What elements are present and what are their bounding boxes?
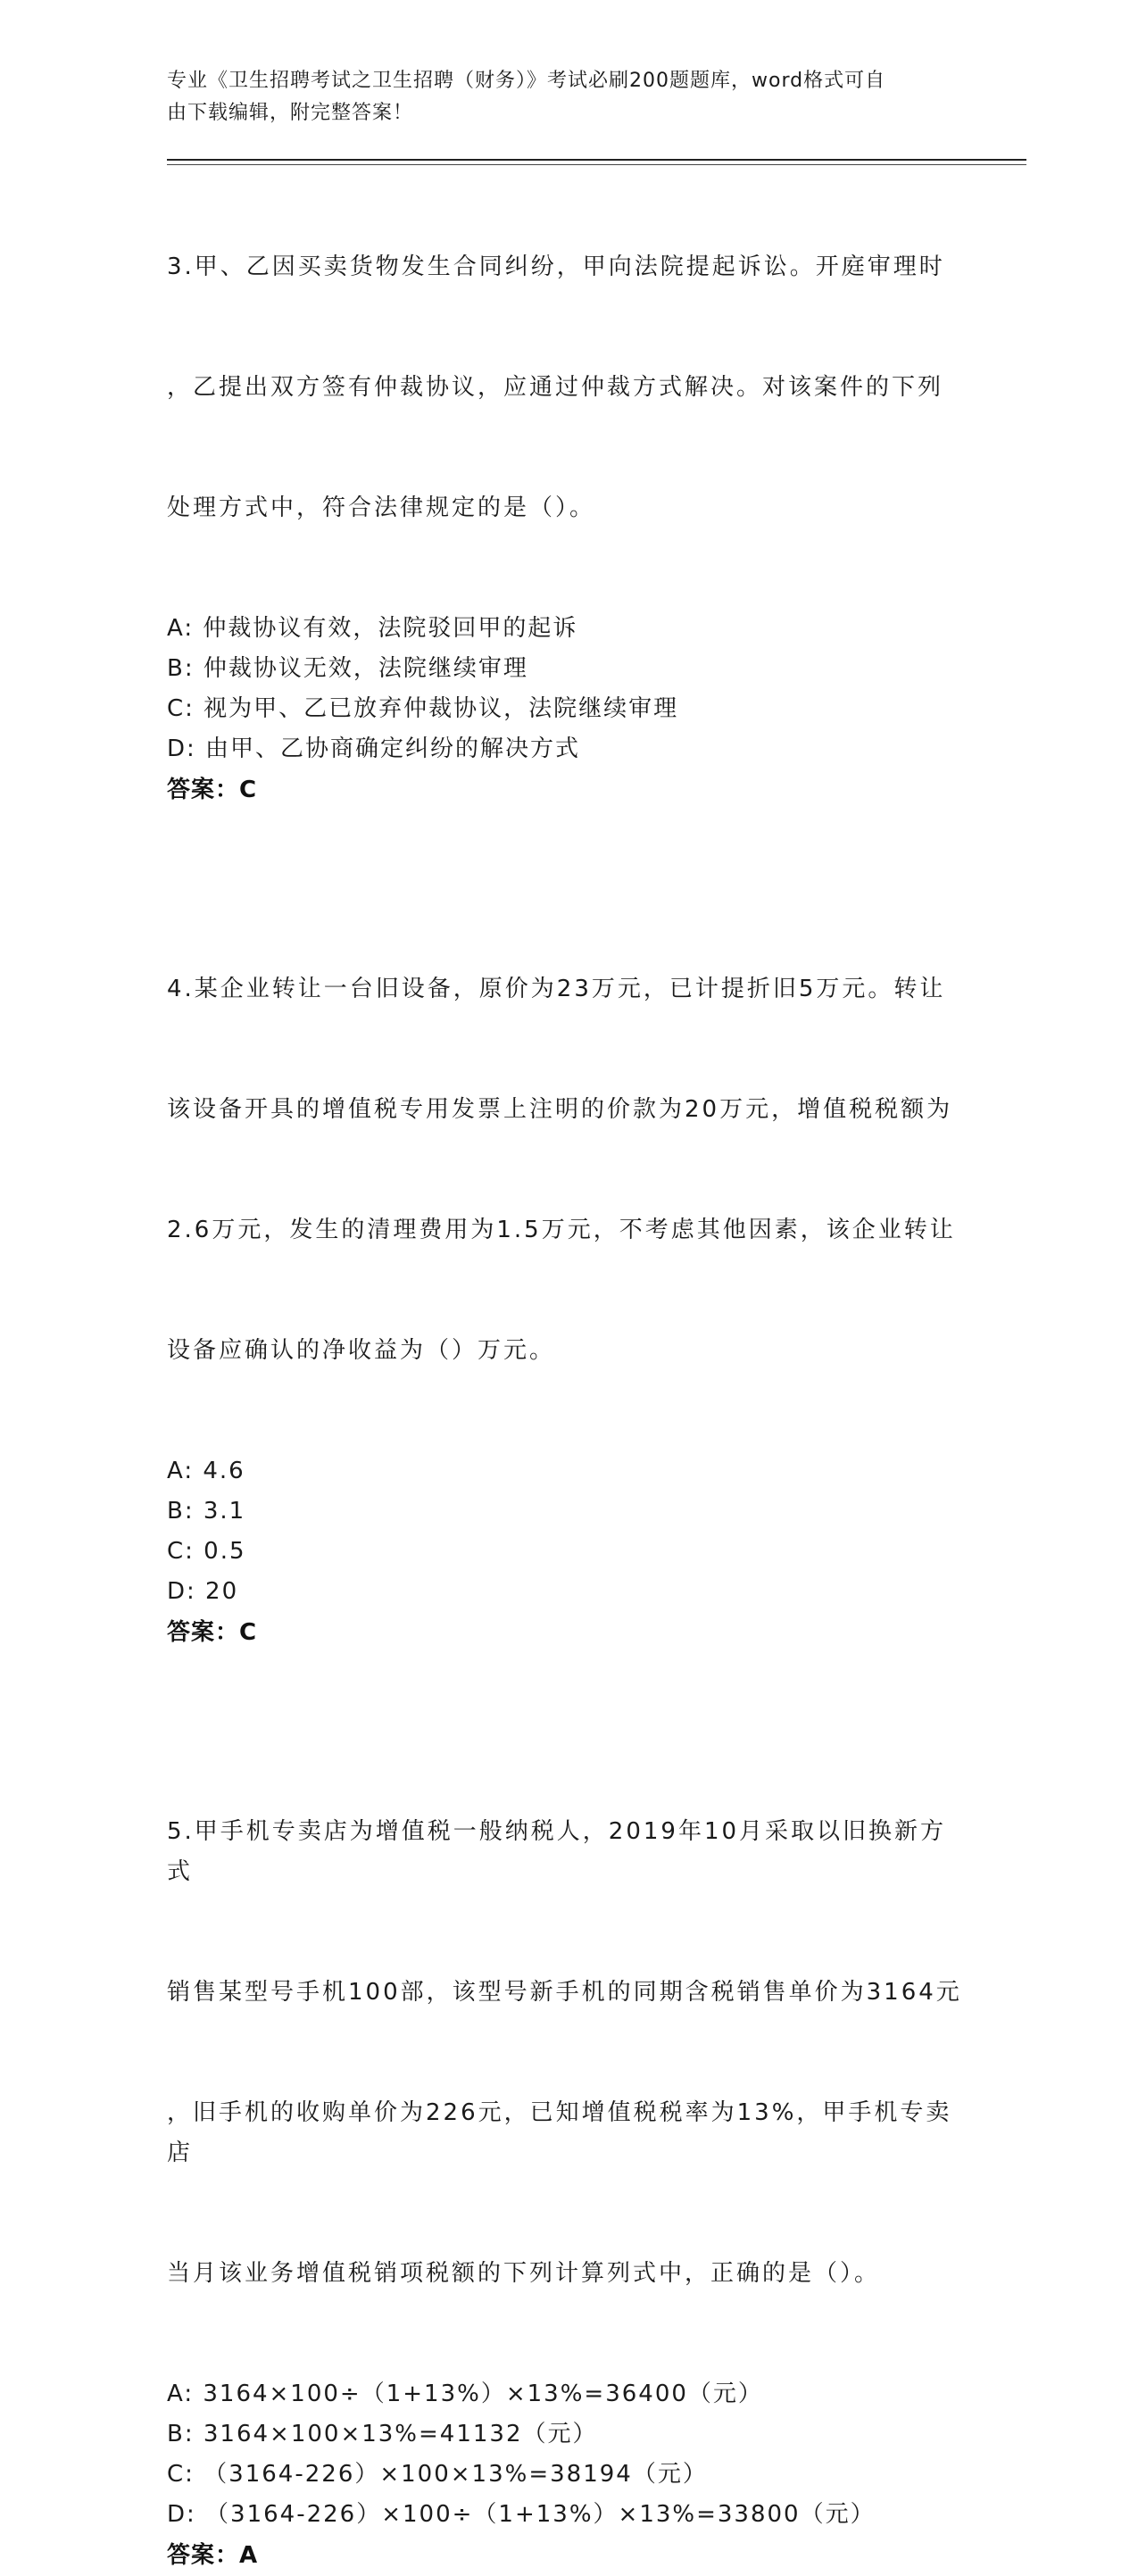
stem-line: 该设备开具的增值税专用发票上注明的价款为20万元，增值税税额为 [167, 1096, 953, 1123]
header-divider-thick [167, 159, 1026, 161]
question-spacer [167, 1653, 970, 1732]
stem-line: 销售某型号手机100部，该型号新手机的同期含税销售单价为3164元 [167, 1979, 962, 2006]
answer-line: 答案：A [167, 2542, 259, 2569]
answer-line: 答案：C [167, 777, 258, 803]
option-a: A: 仲裁协议有效，法院驳回甲的起诉 [167, 615, 578, 642]
stem-line: ，旧手机的收购单价为226元，已知增值税税率为13%，甲手机专卖店 [167, 2099, 952, 2166]
document-header [167, 65, 952, 129]
question-stem [167, 167, 970, 609]
question-stem [167, 1732, 970, 2374]
stem-line: 4.某企业转让一台旧设备，原价为23万元，已计提折旧5万元。转让 [167, 976, 946, 1002]
stem-line: 5.甲手机专卖店为增值税一般纳税人，2019年10月采取以旧换新方式 [167, 1818, 947, 1885]
stem-line: 当月该业务增值税销项税额的下列计算列式中，正确的是（）。 [167, 2260, 881, 2287]
option-b: B: 3164×100×13%=41132（元） [167, 2421, 598, 2447]
question-5 [167, 1732, 970, 2576]
stem-line: 2.6万元，发生的清理费用为1.5万元，不考虑其他因素，该企业转让 [167, 1217, 956, 1243]
option-c: C: （3164-226）×100×13%=38194（元） [167, 2461, 708, 2488]
option-c: C: 0.5 [167, 1538, 246, 1565]
option-d: D: 20 [167, 1578, 239, 1605]
header-line-1: 专业《卫生招聘考试之卫生招聘（财务）》考试必刷200题题库，word格式可自 [167, 70, 886, 92]
option-a: A: 3164×100÷（1+13%）×13%=36400（元） [167, 2381, 763, 2407]
header-divider-thin [167, 164, 1026, 165]
option-d: D: （3164-226）×100÷（1+13%）×13%=33800（元） [167, 2501, 876, 2528]
option-b: B: 3.1 [167, 1498, 246, 1525]
stem-line: 3.甲、乙因买卖货物发生合同纠纷，甲向法院提起诉讼。开庭审理时 [167, 253, 945, 280]
option-d: D: 由甲、乙协商确定纠纷的解决方式 [167, 735, 581, 762]
stem-line: 处理方式中，符合法律规定的是（）。 [167, 494, 596, 521]
stem-line: ，乙提出双方签有仲裁协议，应通过仲裁方式解决。对该案件的下列 [167, 374, 944, 401]
question-4 [167, 889, 970, 1653]
option-a: A: 4.6 [167, 1458, 245, 1484]
header-line-2: 由下载编辑，附完整答案！ [167, 102, 414, 124]
question-spacer [167, 810, 970, 889]
option-c: C: 视为甲、乙已放弃仲裁协议，法院继续审理 [167, 695, 679, 722]
option-b: B: 仲裁协议无效，法院继续审理 [167, 655, 528, 682]
answer-line: 答案：C [167, 1619, 258, 1646]
question-list [167, 167, 970, 2576]
question-3 [167, 167, 970, 810]
question-stem [167, 889, 970, 1451]
stem-line: 设备应确认的净收益为（）万元。 [167, 1337, 556, 1364]
